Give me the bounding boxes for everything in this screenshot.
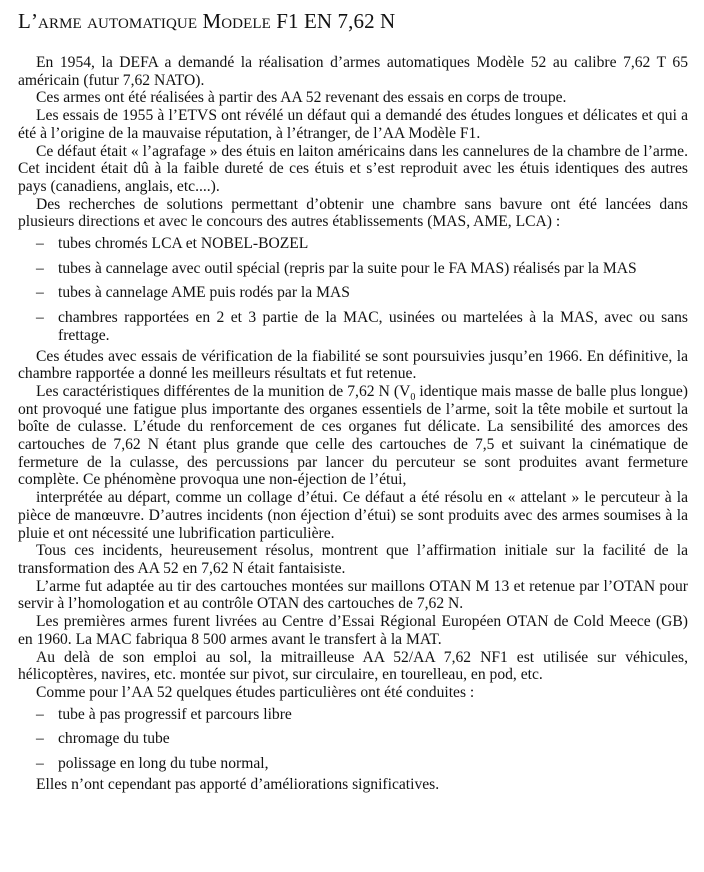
paragraph: En 1954, la DEFA a demandé la réalisation d’armes automatiques Modèle 52 au calibre 7,62 T 65 américain (futur 7,62 NATO). — [18, 54, 688, 89]
v0-subscript: 0 — [410, 392, 416, 404]
paragraph: Des recherches de solutions permettant d’obtenir une chambre sans bavure ont été lancées dans plusieurs directions et avec le concours des autres établissements (MAS, AME, LCA) : — [18, 195, 688, 231]
list-item-text: tubes à cannelage AME puis rodés par la MAS — [58, 284, 350, 302]
v0-text-after: identique mais masse de balle plus longue) ont provoqué une fatigue plus importante des organes essentiels de l’arme, soit la tête mobile et surtout la boîte de culasse. L’étude du renforcement de ces organes fut délicate. La sensibilité des amorces des cartouches de 7,62 N étant plus grande que celle des cartouches de 7,5 et suivant la cinématique de fermeture de la culasse, des percussions par lancer du percuteur se sont produites avant fermeture complète. Ce phénomène provoqua une non-éjection de l’étui, — [18, 382, 688, 489]
dash-bullet: – — [36, 309, 44, 327]
list-item-text: tube à pas progressif et parcours libre — [58, 705, 292, 723]
list-item-text: chambres rapportées en 2 et 3 partie de la MAC, usinées ou martelées à la MAS, avec ou sans frettage. — [58, 309, 688, 344]
solutions-list — [18, 235, 688, 345]
document-page — [18, 8, 688, 793]
list-item — [18, 706, 688, 724]
section-results — [18, 348, 688, 702]
paragraph: Tous ces incidents, heureusement résolus, montrent que l’affirmation initiale sur la facilité de la transformation des AA 52 en 7,62 N était fantaisiste. — [18, 542, 688, 577]
dash-bullet: – — [36, 259, 44, 277]
list-item — [18, 284, 688, 302]
dash-bullet: – — [36, 705, 44, 723]
dash-bullet: – — [36, 730, 44, 748]
list-item — [18, 260, 688, 278]
document-title — [18, 8, 688, 34]
dash-bullet: – — [36, 755, 44, 773]
list-item — [18, 235, 688, 253]
paragraph: Les essais de 1955 à l’ETVS ont révélé un défaut qui a demandé des études longues et délicates et qui a été à l’origine de la mauvaise réputation, à l’étranger, de l’AA Modèle F1. — [18, 107, 688, 142]
closing-paragraph: Elles n’ont cependant pas apporté d’améliorations significatives. — [36, 775, 440, 793]
list-item-text: tubes à cannelage avec outil spécial (repris par la suite pour le FA MAS) réalisés par la MAS — [58, 259, 637, 277]
v0-text-before: Les caractéristiques différentes de la munition de 7,62 N (V — [36, 382, 411, 400]
title-part-2-cap: M — [202, 9, 222, 33]
list-item-text: chromage du tube — [58, 730, 170, 748]
list-item — [18, 309, 688, 344]
title-part-3: F1 EN 7,62 N — [276, 9, 396, 33]
list-item-text: tubes chromés LCA et NOBEL-BOZEL — [58, 235, 309, 253]
paragraph: L’arme fut adaptée au tir des cartouches montées sur maillons OTAN M 13 et retenue par l’OTAN pour servir à l’homologation et au contrôle OTAN des cartouches de 7,62 N. — [18, 577, 688, 613]
dash-bullet: – — [36, 235, 44, 253]
paragraph: Ce défaut était « l’agrafage » des étuis en laiton américains dans les cannelures de la chambre de l’arme. Cet incident était dû à la faible dureté de ces étuis et s’est reproduit avec les étuis identiques des autres pays (canadiens, anglais, etc....). — [18, 142, 688, 195]
paragraph: Les premières armes furent livrées au Centre d’Essai Régional Européen OTAN de Cold Meece (GB) en 1960. La MAC fabriqua 8 500 armes avant le transfert à la MAT. — [18, 613, 688, 648]
paragraph: Ces études avec essais de vérification de la fiabilité se sont poursuivies jusqu’en 1966. En définitive, la chambre rapportée a donné les meilleurs résultats et fut retenue. — [18, 347, 688, 383]
section-intro — [18, 54, 688, 231]
paragraph: interprétée au départ, comme un collage d’étui. Ce défaut a été résolu en « attelant » le percuteur à la pièce de manœuvre. D’autres incidents (non éjection d’étui) se sont produits avec des armes soumises à la pluie et ont nécessité une lubrification particulière. — [18, 489, 688, 542]
paragraph: Ces armes ont été réalisées à partir des AA 52 revenant des essais en corps de troupe. — [36, 89, 567, 107]
list-item — [18, 730, 688, 748]
list-item — [18, 755, 688, 773]
studies-list — [18, 706, 688, 773]
dash-bullet: – — [36, 284, 44, 302]
paragraph: Comme pour l’AA 52 quelques études particulières ont été conduites : — [36, 683, 475, 701]
title-part-2: odele — [221, 9, 277, 33]
title-part-1: ’arme automatique — [30, 9, 203, 33]
title-initial: L — [18, 9, 31, 33]
paragraph-v0 — [18, 383, 688, 489]
paragraph: Au delà de son emploi au sol, la mitrailleuse AA 52/AA 7,62 NF1 est utilisée sur véhicules, hélicoptères, navires, etc. montée sur pivot, sur circulaire, en tourelleau, en pod, etc. — [18, 648, 688, 684]
list-item-text: polissage en long du tube normal, — [58, 755, 269, 773]
